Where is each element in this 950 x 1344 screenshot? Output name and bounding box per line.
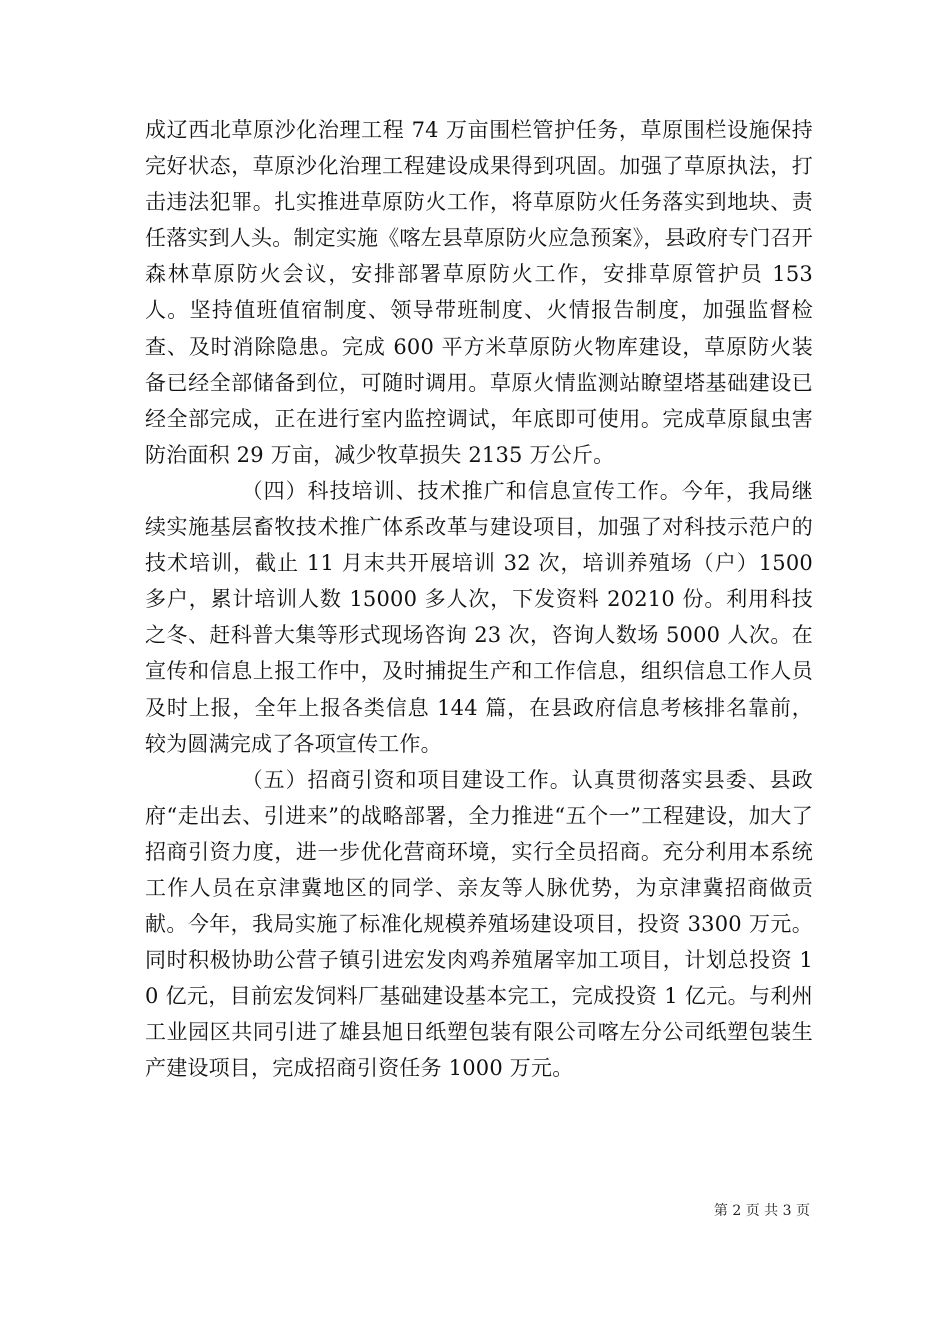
paragraph-grassland-continued: 成辽西北草原沙化治理工程 74 万亩围栏管护任务，草原围栏设施保持完好状态，草原沙化治理工程建设成果得到巩固。加强了草原执法，打击违法犯罪。扎实推进草原防火工作，将草原防火任务落实到地块、责任落实到人头。制定实施《喀左县草原防火应急预案》，县政府专门召开森林草原防火会议，安排部署草原防火工作，安排草原管护员 153 人。坚持值班值宿制度、领导带班制度、火情报告制度，加强监督检查、及时消除隐患。完成 600 平方米草原防火物库建设，草原防火装备已经全部储备到位，可随时调用。草原火情监测站瞭望塔基础建设已经全部完成，正在进行室内监控调试，年底即可使用。完成草原鼠虫害防治面积 29 万亩，减少牧草损失 2135 万公斤。 xyxy=(145,118,813,467)
document-body xyxy=(145,112,813,1087)
paragraph-section-five: （五）招商引资和项目建设工作。认真贯彻落实县委、县政府“走出去、引进来”的战略部署，全力推进“五个一”工程建设，加大了招商引资力度，进一步优化营商环境，实行全员招商。充分利用本系统工作人员在京津冀地区的同学、亲友等人脉优势，为京津冀招商做贡献。今年，我局实施了标准化规模养殖场建设项目，投资 3300 万元。同时积极协助公营子镇引进宏发肉鸡养殖屠宰加工项目，计划总投资 10 亿元，目前宏发饲料厂基础建设基本完工，完成投资 1 亿元。与利州工业园区共同引进了雄县旭日纸塑包装有限公司喀左分公司纸塑包装生产建设项目，完成招商引资任务 1000 万元。 xyxy=(145,767,813,1081)
paragraph-section-four: （四）科技培训、技术推广和信息宣传工作。今年，我局继续实施基层畜牧技术推广体系改革与建设项目，加强了对科技示范户的技术培训，截止 11 月末共开展培训 32 次，培训养殖场（户）1500 多户，累计培训人数 15000 多人次，下发资料 20210 份。利用科技之冬、赶科普大集等形式现场咨询 23 次，咨询人数场 5000 人次。在宣传和信息上报工作中，及时捕捉生产和工作信息，组织信息工作人员及时上报，全年上报各类信息 144 篇，在县政府信息考核排名靠前，较为圆满完成了各项宣传工作。 xyxy=(145,478,813,756)
page-number-footer: 第 2 页 共 3 页 xyxy=(713,1203,810,1219)
